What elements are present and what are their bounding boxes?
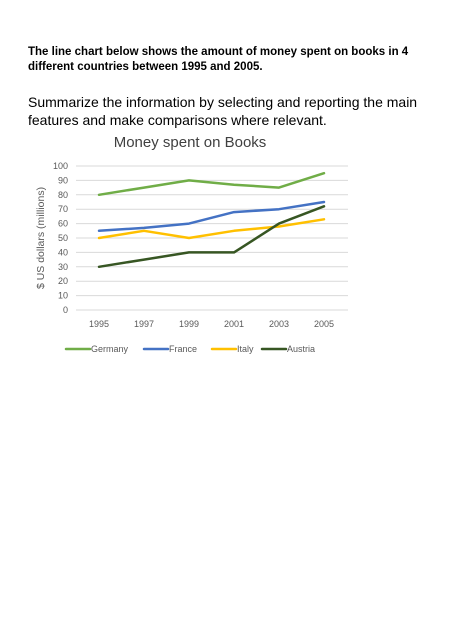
legend-label-germany: Germany — [91, 344, 129, 354]
y-tick-label: 90 — [57, 175, 68, 186]
x-tick-label: 1995 — [88, 319, 110, 329]
series-line-france — [99, 202, 324, 231]
task-intro-text: The line chart below shows the amount of money spent on books in 4 different countries between 1995 and 2005. — [28, 46, 409, 73]
x-tick-label: 2005 — [313, 319, 335, 329]
legend-label-austria: Austria — [287, 344, 316, 354]
x-tick-label: 1999 — [178, 319, 200, 329]
x-tick-label: 2001 — [223, 319, 245, 329]
x-axis-ticks — [89, 319, 334, 329]
legend-label-france: France — [169, 344, 198, 354]
series-line-germany — [99, 173, 324, 195]
y-tick-label: 60 — [57, 218, 68, 229]
y-tick-label: 40 — [57, 247, 68, 258]
legend-label-italy: Italy — [237, 344, 254, 354]
y-tick-label: 10 — [57, 290, 68, 301]
x-tick-label: 1997 — [133, 319, 155, 329]
chart-gridlines — [76, 166, 348, 310]
chart-title: Money spent on Books — [113, 134, 267, 151]
chart-legend — [66, 344, 315, 354]
task-instruction-text: Summarize the information by selecting and reporting the main features and make comparisons where relevant. — [28, 94, 418, 128]
y-axis-ticks — [53, 161, 68, 315]
series-line-austria — [99, 206, 324, 266]
y-axis-label: $ US dollars (millions) — [35, 186, 47, 290]
y-tick-label: 70 — [57, 204, 68, 215]
y-tick-label: 30 — [57, 261, 68, 272]
y-tick-label: 80 — [57, 189, 68, 200]
x-tick-label: 2003 — [268, 319, 290, 329]
y-tick-label: 50 — [57, 233, 68, 243]
y-tick-label: 0 — [62, 305, 68, 315]
y-tick-label: 20 — [57, 276, 68, 287]
y-tick-label: 100 — [52, 161, 68, 171]
